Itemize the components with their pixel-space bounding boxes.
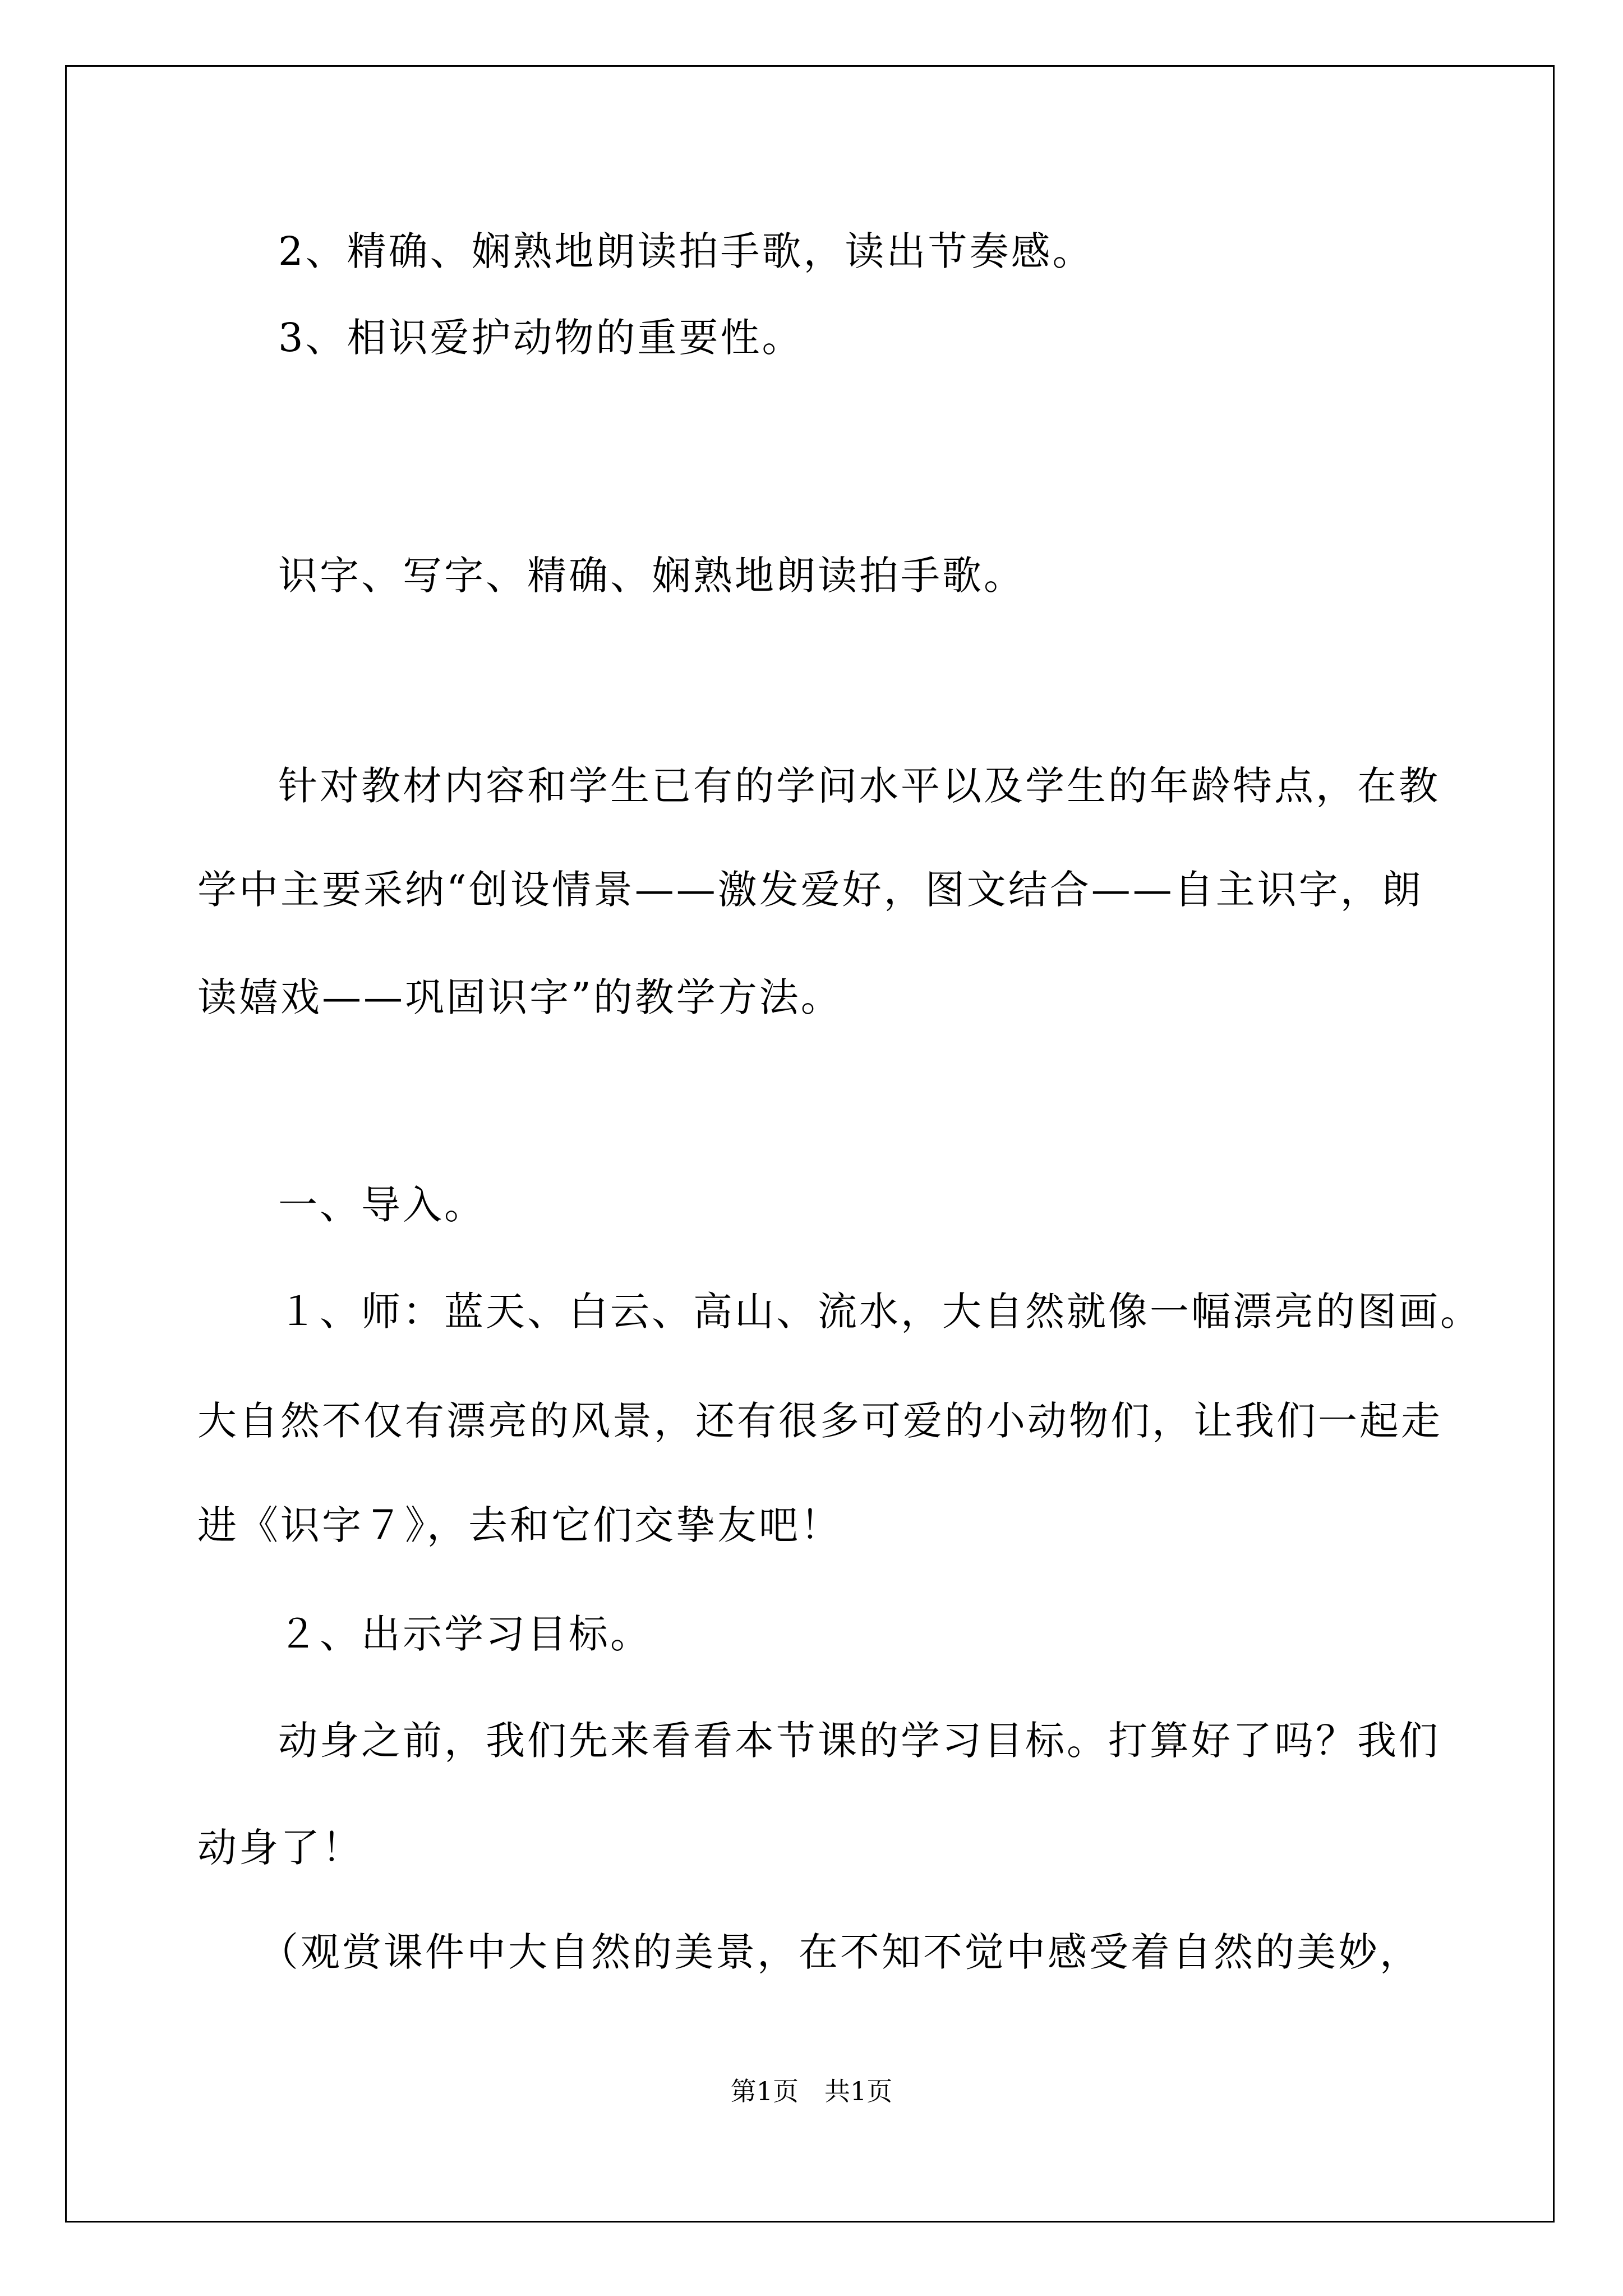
text-line-1: 2、精确、娴熟地朗读拍手歌，读出节奏感。: [278, 228, 1094, 274]
text-line-12: 动身之前，我们先来看看本节课的学习目标。打算好了吗？我们: [278, 1718, 1440, 1764]
page-number-footer: 第1页 共1页: [730, 2076, 893, 2106]
text-line-10: 进《识字７》，去和它们交挚友吧！: [197, 1502, 842, 1548]
text-line-6: 读嬉戏——巩固识字”的教学方法。: [197, 974, 842, 1020]
text-line-4: 针对教材内容和学生已有的学问水平以及学生的年龄特点，在教: [278, 763, 1440, 809]
page-border: [65, 65, 1555, 2223]
text-line-7: 一、导入。: [278, 1182, 486, 1228]
text-line-8: １、师：蓝天、白云、高山、流水，大自然就像一幅漂亮的图画。: [278, 1289, 1482, 1335]
text-line-2: 3、相识爱护动物的重要性。: [278, 315, 804, 361]
text-line-14: （观赏课件中大自然的美景，在不知不觉中感受着自然的美妙，: [259, 1929, 1421, 1975]
text-line-9: 大自然不仅有漂亮的风景，还有很多可爱的小动物们，让我们一起走: [197, 1398, 1442, 1444]
text-line-13: 动身了！: [197, 1825, 363, 1871]
text-line-3: 识字、写字、精确、娴熟地朗读拍手歌。: [278, 553, 1025, 599]
text-line-11: ２、出示学习目标。: [278, 1611, 652, 1657]
text-line-5: 学中主要采纳“创设情景——激发爱好，图文结合——自主识字，朗: [197, 867, 1423, 913]
